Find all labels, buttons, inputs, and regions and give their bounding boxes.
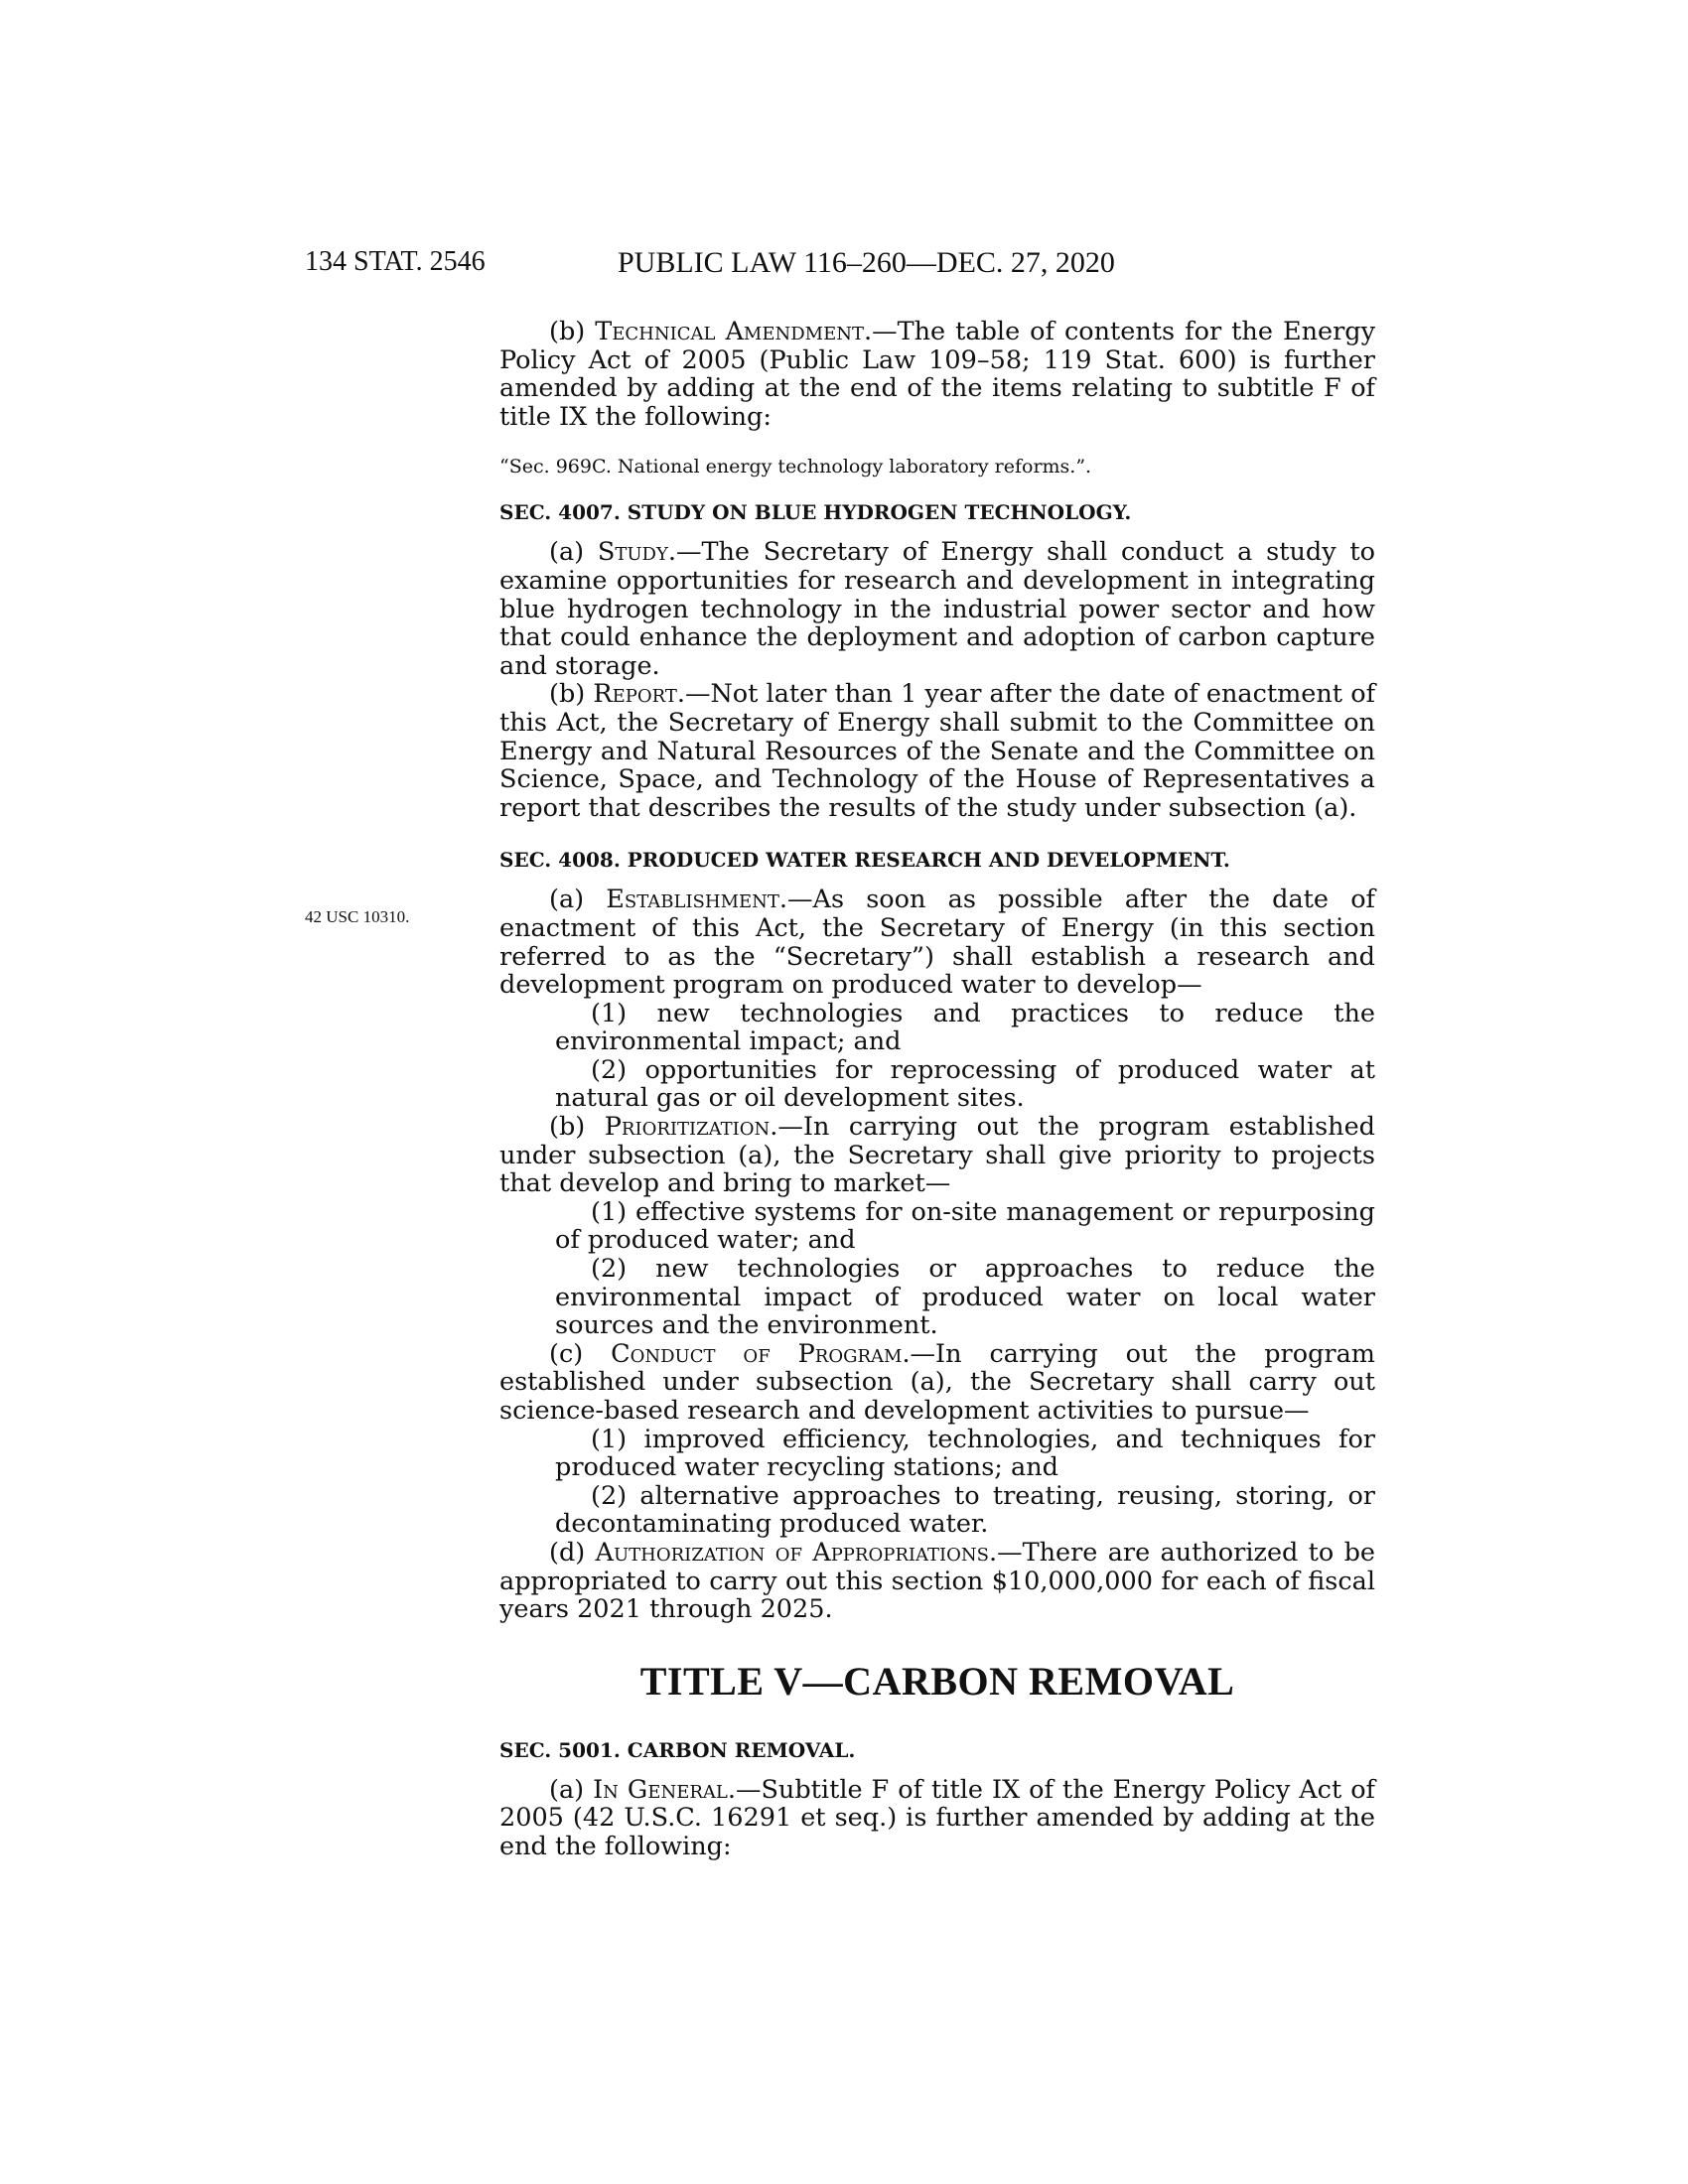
subsection-heading: Report [593,679,677,710]
section-heading-5001: SEC. 5001. CARBON REMOVAL. [499,1737,856,1762]
paragraph-item: (1) effective systems for on-site management or repurposing of produced water; and [555,1196,1375,1256]
sec-5001-subsection-a: (a) In General.—Subtitle F of title IX of the Energy Policy Act of 2005 (42 U.S.C. 16291 et seq.) is further amended by adding at the end the following: [499,1774,1375,1861]
paragraph-item: (2) alternative approaches to treating, reusing, storing, or decontaminating produced water. [555,1480,1375,1540]
title-heading: TITLE V—CARBON REMOVAL [639,1658,1235,1704]
margin-citation: 42 USC 10310. [305,907,410,926]
stat-page-number: 134 STAT. 2546 [305,246,486,277]
section-heading-4007: SEC. 4007. STUDY ON BLUE HYDROGEN TECHNOLOGY. [499,500,1132,525]
toc-entry: “Sec. 969C. National energy technology laboratory reforms.”. [499,456,1092,478]
section-heading-4008: SEC. 4008. PRODUCED WATER RESEARCH AND DEVELOPMENT. [499,848,1230,873]
sec-4008-subsection-d: (d) Authorization of Appropriations.—There are authorized to be appropriated to carry out this section $10,000,000 for each of fiscal years 2021 through 2025. [499,1537,1376,1625]
paragraph-item: (2) opportunities for reprocessing of produced water at natural gas or oil development sites. [555,1054,1375,1114]
subsection-heading: Conduct of Program [611,1338,903,1369]
page-body [499,318,1375,1861]
subsection-heading: Study [597,537,668,568]
sec-4006-subsection-b: (b) Technical Amendment.—The table of contents for the Energy Policy Act of 2005 (Public Law 109–58; 119 Stat. 600) is further amended by adding at the end of the items relating to subtitle F of title IX the following: [499,317,1376,432]
running-head: PUBLIC LAW 116–260—DEC. 27, 2020 [618,246,1115,279]
subsection-heading: In General [593,1774,728,1805]
sec-4007-subsection-a: (a) Study.—The Secretary of Energy shall conduct a study to examine opportunities for research and development in integrating blue hydrogen technology in the industrial power sector and how that could enhance the deployment and adoption of carbon capture and storage. [499,537,1375,681]
page-header [0,246,1688,286]
subsection-heading: Establishment [606,885,779,915]
paragraph-item: (1) improved efficiency, technologies, and techniques for produced water recycling stations; and [555,1424,1375,1483]
sec-4008-subsection-b: (b) Prioritization.—In carrying out the program established under subsection (a), the Secretary shall give priority to projects that develop and bring to market— [499,1112,1375,1199]
paragraph-item: (1) new technologies and practices to reduce the environmental impact; and [555,998,1375,1057]
paragraph-item: (2) new technologies or approaches to reduce the environmental impact of produced water on local water sources and the environment. [555,1254,1375,1341]
sec-4007-subsection-b: (b) Report.—Not later than 1 year after the date of enactment of this Act, the Secretary of Energy shall submit to the Committee on Energy and Natural Resources of the Senate and the Committee on Science, Space, and Technology of the House of Representatives a report that describes the results of the study under subsection (a). [499,679,1376,823]
sec-4008-subsection-a: (a) Establishment.—As soon as possible after the date of enactment of this Act, the Secretary of Energy (in this section referred to as the “Secretary”) shall establish a research and development program on produced water to develop— [499,885,1375,1001]
subsection-heading: Authorization of Appropriations [595,1537,989,1568]
subsection-heading: Technical Amendment [595,317,864,346]
sec-4008-subsection-c: (c) Conduct of Program.—In carrying out the program established under subsection (a), the Secretary shall carry out science-based research and development activities to pursue— [499,1338,1375,1426]
subsection-heading: Prioritization [604,1112,771,1143]
